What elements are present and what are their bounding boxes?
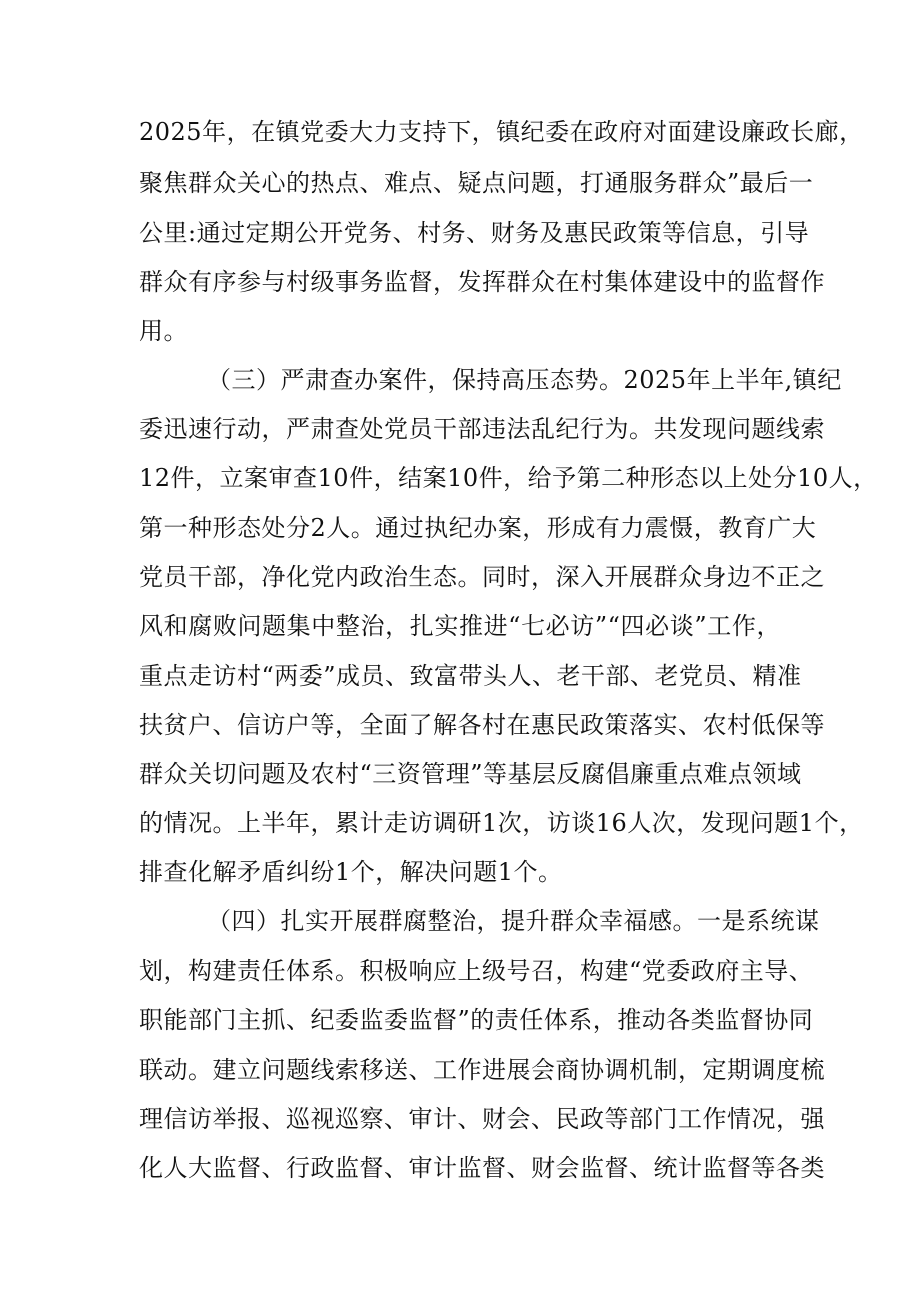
paragraph-3-heading-line: （四）扎实开展群腐整治，提升群众幸福感。一是系统谋 <box>207 907 820 935</box>
paragraph-1-line-3: 公里:通过定期公开党务、村务、财务及惠民政策等信息，引导 <box>139 219 810 247</box>
paragraph-3-line-5: 理信访举报、巡视巡察、审计、财会、民政等部门工作情况，强 <box>139 1105 825 1133</box>
paragraph-1-line-5: 用。 <box>139 317 188 345</box>
paragraph-3-line-4: 联动。建立问题线索移送、工作进展会商协调机制，定期调度梳 <box>139 1056 825 1084</box>
paragraph-2-line-11: 排查化解矛盾纠纷1个，解决问题1个。 <box>139 858 563 886</box>
paragraph-2-line-3: 12件，立案审查10件，结案10件，给予第二种形态以上处分10人， <box>139 464 878 492</box>
paragraph-2-line-7: 重点走访村“两委”成员、致富带头人、老干部、老党员、精准 <box>139 662 802 690</box>
paragraph-2-line-4: 第一种形态处分2人。通过执纪办案，形成有力震慑，教育广大 <box>139 514 817 542</box>
paragraph-2-line-5: 党员干部，净化党内政治生态。同时，深入开展群众身边不正之 <box>139 563 825 591</box>
paragraph-1-line-1: 2025年，在镇党委大力支持下，镇纪委在政府对面建设廉政长廊， <box>139 118 864 146</box>
paragraph-2-line-8: 扶贫户、信访户等，全面了解各村在惠民政策落实、农村低保等 <box>139 711 825 739</box>
paragraph-2-line-6: 风和腐败问题集中整治，扎实推进“七必访”“四必谈”工作， <box>139 612 781 640</box>
paragraph-2-line-9: 群众关切问题及农村“三资管理”等基层反腐倡廉重点难点领域 <box>139 760 802 788</box>
paragraph-1-line-2: 聚焦群众关心的热点、难点、疑点问题，打通服务群众”最后一 <box>139 169 814 197</box>
paragraph-3-line-6: 化人大监督、行政监督、审计监督、财会监督、统计监督等各类 <box>139 1154 825 1182</box>
paragraph-2-line-10: 的情况。上半年，累计走访调研1次，访谈16人次，发现问题1个， <box>139 809 864 837</box>
paragraph-1-line-4: 群众有序参与村级事务监督，发挥群众在村集体建设中的监督作 <box>139 268 825 296</box>
paragraph-2-heading-line: （三）严肃查办案件，保持高压态势。2025年上半年,镇纪 <box>207 366 842 394</box>
paragraph-3-line-3: 职能部门主抓、纪委监委监督”的责任体系，推动各类监督协同 <box>139 1006 814 1034</box>
paragraph-2-line-2: 委迅速行动，严肃查处党员干部违法乱纪行为。共发现问题线索 <box>139 415 825 443</box>
paragraph-3-line-2: 划，构建责任体系。积极响应上级号召，构建“党委政府主导、 <box>139 957 814 985</box>
